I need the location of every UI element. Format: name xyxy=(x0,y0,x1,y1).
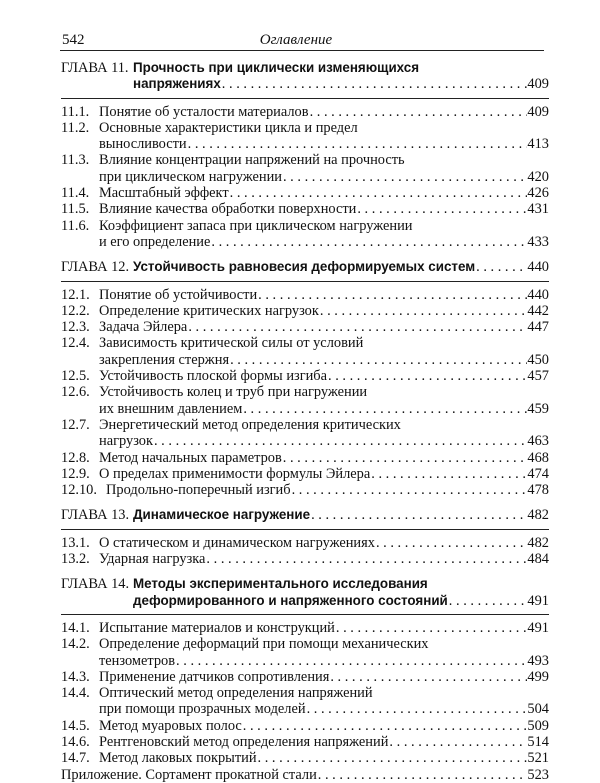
entry-number: ГЛАВА 11. xyxy=(61,60,129,76)
entry-body xyxy=(99,218,549,251)
entry-body xyxy=(133,60,549,93)
entry-last-line xyxy=(99,401,549,417)
section-entry[interactable] xyxy=(61,718,549,734)
entry-body xyxy=(99,718,549,734)
chapter-entry[interactable] xyxy=(61,507,549,523)
entry-body xyxy=(61,767,549,783)
chapter-entry[interactable] xyxy=(61,60,549,93)
dot-leader xyxy=(309,104,528,120)
page-ref: 499 xyxy=(527,668,549,685)
entry-number: 11.1. xyxy=(61,103,90,120)
entry-title-line: Энергетический метод определения критических xyxy=(99,416,401,433)
chapter-block xyxy=(61,60,549,250)
entry-body xyxy=(99,734,549,750)
entry-last-line xyxy=(99,718,549,734)
entry-number: 14.7. xyxy=(61,750,90,767)
entry-number: 11.4. xyxy=(61,185,90,202)
entry-body xyxy=(99,551,549,567)
entry-title-line: выносливости xyxy=(99,136,187,153)
entry-title-line: Основные характеристики цикла и предел xyxy=(99,119,358,136)
page-number: 542 xyxy=(62,32,85,48)
entry-body xyxy=(133,507,549,523)
entry-last-line xyxy=(61,767,549,783)
section-entry[interactable] xyxy=(61,287,549,303)
entry-number: 14.1. xyxy=(61,619,90,636)
dot-leader xyxy=(375,535,527,551)
section-entry[interactable] xyxy=(61,201,549,217)
dot-leader xyxy=(335,620,528,636)
entry-body xyxy=(99,450,549,466)
entry-body xyxy=(99,417,549,450)
entry-title-line: при циклическом нагружении xyxy=(99,168,282,185)
section-entry[interactable] xyxy=(61,482,549,498)
chapter-rule xyxy=(61,281,549,282)
entry-last-line xyxy=(99,201,549,217)
page-header xyxy=(48,30,544,50)
entry-number: ГЛАВА 14. xyxy=(61,576,130,593)
entry-last-line xyxy=(99,701,549,717)
page-ref: 504 xyxy=(527,701,549,718)
entry-last-line xyxy=(99,433,549,449)
entry-body xyxy=(99,384,549,417)
dot-leader xyxy=(282,169,527,185)
entry-title-line: Определение критических нагрузок xyxy=(99,302,319,319)
dot-leader xyxy=(229,185,528,201)
dot-leader xyxy=(257,287,527,303)
chapter-block xyxy=(61,576,549,766)
entry-title-line: Влияние концентрации напряжений на прочность xyxy=(99,152,405,169)
entry-body xyxy=(99,319,549,335)
entry-last-line xyxy=(133,593,549,609)
entry-body xyxy=(133,576,549,609)
entry-last-line xyxy=(99,653,549,669)
dot-leader xyxy=(448,593,528,609)
dot-leader xyxy=(356,201,527,217)
entry-number: 11.3. xyxy=(61,152,90,169)
entry-body xyxy=(99,335,549,368)
entry-last-line xyxy=(99,169,549,185)
entry-number: 12.2. xyxy=(61,302,90,319)
entry-title-line: Ударная нагрузка xyxy=(99,551,206,568)
page-ref: 491 xyxy=(527,619,549,636)
page-ref: 521 xyxy=(527,750,549,767)
entry-last-line xyxy=(99,185,549,201)
page-ref: 426 xyxy=(527,185,549,202)
page-ref: 459 xyxy=(527,400,549,417)
section-entry[interactable] xyxy=(61,152,549,185)
dot-leader xyxy=(329,669,527,685)
entry-last-line xyxy=(99,669,549,685)
appendix-entry[interactable] xyxy=(61,767,549,783)
entry-number: 12.6. xyxy=(61,384,90,401)
page-ref: 440 xyxy=(527,259,549,276)
entry-number: 12.10. xyxy=(61,482,97,499)
entry-last-line xyxy=(99,620,549,636)
page-ref: 493 xyxy=(527,652,549,669)
entry-title-line: Понятие об усталости материалов xyxy=(99,103,309,120)
entry-body xyxy=(99,120,549,153)
entry-title-line: Устойчивость плоской формы изгиба xyxy=(99,368,328,385)
entry-number: 14.5. xyxy=(61,717,90,734)
entry-last-line xyxy=(99,734,549,750)
page-ref: 468 xyxy=(527,449,549,466)
dot-leader xyxy=(229,352,527,368)
entry-last-line xyxy=(99,450,549,466)
page-ref: 523 xyxy=(527,766,549,783)
entry-last-line xyxy=(99,136,549,152)
entry-title-line: О статическом и динамическом нагружениях xyxy=(99,534,375,551)
entry-number: 12.3. xyxy=(61,319,90,336)
entry-last-line xyxy=(99,466,549,482)
dot-leader xyxy=(153,433,527,449)
entry-last-line xyxy=(99,104,549,120)
entry-title-line: Применение датчиков сопротивления xyxy=(99,668,330,685)
section-entry[interactable] xyxy=(61,734,549,750)
entry-number: ГЛАВА 13. xyxy=(61,507,130,524)
section-entry[interactable] xyxy=(61,450,549,466)
page-ref: 442 xyxy=(527,302,549,319)
entry-body xyxy=(99,685,549,718)
entry-last-line xyxy=(133,259,549,275)
entry-last-line xyxy=(99,319,549,335)
dot-leader xyxy=(242,718,528,734)
entry-number: 11.2. xyxy=(61,119,90,136)
chapter-block xyxy=(61,259,549,498)
entry-title-line: при помощи прозрачных моделей xyxy=(99,701,306,718)
dot-leader xyxy=(475,259,527,275)
entry-body xyxy=(99,303,549,319)
dot-leader xyxy=(327,368,527,384)
entry-last-line xyxy=(133,76,549,92)
entry-body xyxy=(99,368,549,384)
entry-number: 12.1. xyxy=(61,286,90,303)
page-ref: 447 xyxy=(527,319,549,336)
dot-leader xyxy=(319,303,528,319)
entry-title-line: Рентгеновский метод определения напряжений xyxy=(99,733,389,750)
entry-number: 12.8. xyxy=(61,449,90,466)
entry-title-line: напряжениях xyxy=(133,76,221,92)
page-ref: 509 xyxy=(527,717,549,734)
dot-leader xyxy=(291,482,528,498)
entry-body xyxy=(99,104,549,120)
entry-title-line: О пределах применимости формулы Эйлера xyxy=(99,465,371,482)
dot-leader xyxy=(187,136,528,152)
entry-body xyxy=(99,466,549,482)
entry-title-line: Методы экспериментального исследования xyxy=(133,576,428,592)
entry-number: 14.2. xyxy=(61,636,90,653)
page-ref: 474 xyxy=(527,465,549,482)
section-entry[interactable] xyxy=(61,551,549,567)
entry-number: 12.9. xyxy=(61,465,90,482)
entry-last-line xyxy=(99,535,549,551)
entry-title-line: Метод начальных параметров xyxy=(99,449,282,466)
entry-number: 12.7. xyxy=(61,416,90,433)
dot-leader xyxy=(306,701,528,717)
section-entry[interactable] xyxy=(61,466,549,482)
page-ref: 478 xyxy=(527,482,549,499)
page-ref: 433 xyxy=(527,233,549,250)
entry-title-line: Устойчивость равновесия деформируемых систем xyxy=(133,259,476,275)
entry-body xyxy=(99,669,549,685)
entry-body xyxy=(99,287,549,303)
entry-number: 11.6. xyxy=(61,217,90,234)
entry-title-line: Оптический метод определения напряжений xyxy=(99,685,373,702)
entry-body xyxy=(99,750,549,766)
section-entry[interactable] xyxy=(61,218,549,251)
entry-last-line xyxy=(99,352,549,368)
entry-number: 14.6. xyxy=(61,733,90,750)
chapter-rule xyxy=(61,98,549,99)
entry-title-line: Задача Эйлера xyxy=(99,319,188,336)
page-ref: 409 xyxy=(527,76,549,93)
entry-body xyxy=(99,152,549,185)
page-ref: 514 xyxy=(527,733,549,750)
section-entry[interactable] xyxy=(61,750,549,766)
entry-body xyxy=(99,201,549,217)
entry-last-line xyxy=(99,287,549,303)
chapter-block xyxy=(61,507,549,567)
entry-body xyxy=(99,185,549,201)
running-title: Оглавление xyxy=(259,32,333,48)
entry-title-line: Влияние качества обработки поверхности xyxy=(99,201,357,218)
entry-body xyxy=(99,636,549,669)
header-rule xyxy=(60,50,544,51)
section-entry[interactable] xyxy=(61,104,549,120)
dot-leader xyxy=(210,234,527,250)
entry-number: ГЛАВА 12. xyxy=(61,259,130,276)
section-entry[interactable] xyxy=(61,535,549,551)
entry-title-line: Продольно-поперечный изгиб xyxy=(106,482,291,499)
entry-body xyxy=(99,535,549,551)
entry-number: 12.5. xyxy=(61,368,90,385)
entry-title-line: закрепления стержня xyxy=(99,351,230,368)
entry-number: 11.5. xyxy=(61,201,90,218)
section-entry[interactable] xyxy=(61,368,549,384)
entry-title-line: Устойчивость колец и труб при нагружении xyxy=(99,384,368,401)
table-of-contents xyxy=(61,60,549,783)
entry-body xyxy=(106,482,549,498)
appendix-title: Приложение. Сортамент прокатной стали xyxy=(61,766,317,783)
chapter-rule xyxy=(61,614,549,615)
dot-leader xyxy=(257,750,528,766)
dot-leader xyxy=(282,450,528,466)
dot-leader xyxy=(388,734,527,750)
entry-title-line: нагрузок xyxy=(99,433,153,450)
section-entry[interactable] xyxy=(61,636,549,669)
page-ref: 457 xyxy=(527,368,549,385)
section-entry[interactable] xyxy=(61,303,549,319)
page-ref: 413 xyxy=(527,136,549,153)
section-entry[interactable] xyxy=(61,620,549,636)
entry-last-line xyxy=(99,234,549,250)
entry-number: 13.2. xyxy=(61,551,90,568)
entry-title-line: тензометров xyxy=(99,652,176,669)
page-ref: 463 xyxy=(527,433,549,450)
dot-leader xyxy=(370,466,527,482)
entry-number: 14.3. xyxy=(61,668,90,685)
entry-title-line: Испытание материалов и конструкций xyxy=(99,619,335,636)
entry-title-line: Метод муаровых полос xyxy=(99,717,242,734)
entry-last-line xyxy=(99,750,549,766)
section-entry[interactable] xyxy=(61,185,549,201)
section-entry[interactable] xyxy=(61,685,549,718)
page-ref: 420 xyxy=(527,168,549,185)
page-ref: 482 xyxy=(527,534,549,551)
page-ref: 450 xyxy=(527,351,549,368)
chapter-rule xyxy=(61,529,549,530)
section-entry[interactable] xyxy=(61,319,549,335)
dot-leader xyxy=(317,767,528,783)
dot-leader xyxy=(175,653,527,669)
entry-title-line: Зависимость критической силы от условий xyxy=(99,335,364,352)
entry-title-line: и его определение xyxy=(99,233,211,250)
entry-title-line: их внешним давлением xyxy=(99,400,243,417)
dot-leader xyxy=(205,551,527,567)
entry-body xyxy=(99,620,549,636)
dot-leader xyxy=(310,507,527,523)
entry-title-line: Динамическое нагружение xyxy=(133,507,311,523)
section-entry[interactable] xyxy=(61,417,549,450)
page-ref: 409 xyxy=(527,103,549,120)
section-entry[interactable] xyxy=(61,335,549,368)
chapter-entry[interactable] xyxy=(61,576,549,609)
entry-title-line: Масштабный эффект xyxy=(99,185,229,202)
entry-last-line xyxy=(133,507,549,523)
entry-number: 13.1. xyxy=(61,534,90,551)
entry-title-line: Определение деформаций при помощи механических xyxy=(99,636,429,653)
entry-last-line xyxy=(99,368,549,384)
dot-leader xyxy=(221,76,528,92)
dot-leader xyxy=(242,401,527,417)
section-entry[interactable] xyxy=(61,120,549,153)
page-ref: 431 xyxy=(527,201,549,218)
chapter-entry[interactable] xyxy=(61,259,549,275)
entry-title-line: деформированного и напряженного состояний xyxy=(133,592,448,608)
entry-title-line: Коэффициент запаса при циклическом нагружении xyxy=(99,217,413,234)
entry-last-line xyxy=(106,482,549,498)
entry-number: 12.4. xyxy=(61,335,90,352)
section-entry[interactable] xyxy=(61,384,549,417)
section-entry[interactable] xyxy=(61,669,549,685)
page-ref: 491 xyxy=(527,592,549,609)
dot-leader xyxy=(187,319,527,335)
entry-last-line xyxy=(99,551,549,567)
entry-title-line: Прочность при циклически изменяющихся xyxy=(133,60,420,75)
entry-number: 14.4. xyxy=(61,685,90,702)
entry-body xyxy=(133,259,549,275)
entry-last-line xyxy=(99,303,549,319)
entry-title-line: Понятие об устойчивости xyxy=(99,286,258,303)
page-ref: 484 xyxy=(527,551,549,568)
entry-title-line: Метод лаковых покрытий xyxy=(99,750,257,767)
page-ref: 482 xyxy=(527,507,549,524)
page-ref: 440 xyxy=(527,286,549,303)
